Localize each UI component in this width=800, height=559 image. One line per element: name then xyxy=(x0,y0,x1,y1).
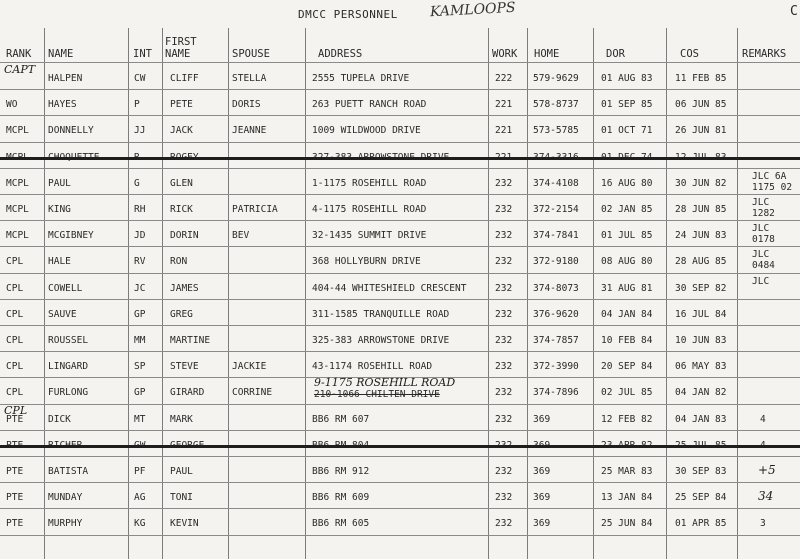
header-int: INT xyxy=(133,48,152,60)
column-divider xyxy=(162,28,163,559)
cell-address: 1009 WILDWOOD DRIVE xyxy=(312,125,421,137)
column-divider xyxy=(527,28,528,559)
cell-dor: 10 FEB 84 xyxy=(601,335,653,346)
cell-work: 232 xyxy=(495,413,513,425)
cell-first: TONI xyxy=(170,492,193,504)
cell-name: FURLONG xyxy=(48,387,89,399)
cell-home: 374-7857 xyxy=(533,335,579,346)
cell-first: KEVIN xyxy=(170,518,199,530)
header-first-name-line1: FIRST xyxy=(165,36,197,48)
cell-dor: 01 SEP 85 xyxy=(601,99,653,111)
cell-home: 372-9180 xyxy=(533,256,579,268)
cell-name: DONNELLY xyxy=(48,125,94,137)
cell-address: 404-44 WHITESHIELD CRESCENT xyxy=(312,282,467,294)
cell-address: 4-1175 ROSEHILL ROAD xyxy=(312,204,427,215)
handwritten-rank: CAPT xyxy=(4,63,36,76)
cell-cos: 25 SEP 84 xyxy=(675,492,727,504)
header-cos: COS xyxy=(680,48,699,60)
header-remarks: REMARKS xyxy=(742,48,787,60)
cell-rank: CPL xyxy=(6,308,24,320)
column-divider xyxy=(666,28,667,559)
row-divider xyxy=(0,535,800,536)
cell-rank: CPL xyxy=(6,361,24,373)
row-divider xyxy=(0,325,800,326)
cell-first: PETE xyxy=(170,99,193,111)
strike-through-line xyxy=(0,157,800,160)
cell-int: P xyxy=(134,99,140,111)
cell-cos: 04 JAN 83 xyxy=(675,413,727,425)
cell-first: STEVE xyxy=(170,361,199,373)
cell-first: GIRARD xyxy=(170,387,205,399)
cell-spouse: JACKIE xyxy=(232,361,267,373)
cell-remarks-line2: 0484 xyxy=(752,260,775,272)
cell-dor: 25 MAR 83 xyxy=(601,466,653,477)
cell-name: COWELL xyxy=(48,282,83,294)
row-divider xyxy=(0,430,800,431)
cell-spouse: CORRINE xyxy=(232,387,273,399)
row-divider xyxy=(0,220,800,221)
cell-home: 369 xyxy=(533,413,551,425)
cell-first: JACK xyxy=(170,125,193,137)
cell-home: 573-5785 xyxy=(533,125,579,137)
cell-first: GREG xyxy=(170,308,193,320)
cell-first: MARK xyxy=(170,413,193,425)
cell-name: PAUL xyxy=(48,177,71,189)
corner-mark: C xyxy=(790,4,798,19)
cell-remarks: 3 xyxy=(760,518,766,530)
cell-work: 221 xyxy=(495,125,513,137)
cell-int: G xyxy=(134,177,140,189)
row-divider xyxy=(0,273,800,274)
cell-dor: 08 AUG 80 xyxy=(601,256,653,268)
cell-work: 232 xyxy=(495,282,513,294)
cell-int: PF xyxy=(134,466,146,477)
cell-name: BATISTA xyxy=(48,466,89,477)
cell-rank: CPL xyxy=(6,335,24,346)
handwritten-annotation: KAMLOOPS xyxy=(429,0,516,21)
cell-home: 369 xyxy=(533,492,551,504)
column-divider xyxy=(305,28,306,559)
cell-cos: 30 SEP 83 xyxy=(675,466,727,477)
cell-rank: CPL xyxy=(6,256,24,268)
cell-work: 232 xyxy=(495,518,513,530)
cell-rank: MCPL xyxy=(6,230,29,242)
cell-home: 369 xyxy=(533,466,551,477)
cell-work: 232 xyxy=(495,387,513,399)
cell-int: JJ xyxy=(134,125,146,137)
cell-address: BB6 RM 607 xyxy=(312,413,370,425)
handwritten-remark: +5 xyxy=(758,463,776,477)
cell-home: 578-8737 xyxy=(533,99,579,111)
cell-cos: 01 APR 85 xyxy=(675,518,727,530)
cell-home: 374-7841 xyxy=(533,230,579,242)
cell-first: RON xyxy=(170,256,188,268)
row-divider xyxy=(0,482,800,483)
handwritten-remark: 34 xyxy=(758,489,774,504)
cell-address: BB6 RM 605 xyxy=(312,518,370,530)
cell-dor: 02 JAN 85 xyxy=(601,204,653,215)
cell-name: SAUVE xyxy=(48,308,77,320)
cell-rank: CPL xyxy=(6,282,24,294)
column-divider xyxy=(593,28,594,559)
cell-rank: MCPL xyxy=(6,204,29,215)
row-divider xyxy=(0,351,800,352)
row-divider xyxy=(0,404,800,405)
cell-dor: 01 AUG 83 xyxy=(601,73,653,84)
cell-rank: WO xyxy=(6,99,18,111)
cell-cos: 06 JUN 85 xyxy=(675,99,727,111)
strike-through-line xyxy=(0,445,800,448)
cell-spouse: PATRICIA xyxy=(232,204,278,215)
cell-dor: 01 OCT 71 xyxy=(601,125,653,137)
header-work: WORK xyxy=(492,48,518,60)
cell-dor: 13 JAN 84 xyxy=(601,492,653,504)
cell-home: 579-9629 xyxy=(533,73,579,84)
cell-int: GP xyxy=(134,308,146,320)
cell-remarks-line2: 0178 xyxy=(752,234,775,246)
cell-int: JD xyxy=(134,230,146,242)
cell-dor: 04 JAN 84 xyxy=(601,308,653,320)
cell-address: 1-1175 ROSEHILL ROAD xyxy=(312,177,427,189)
cell-work: 232 xyxy=(495,308,513,320)
cell-dor: 12 FEB 82 xyxy=(601,413,653,425)
cell-address: 43-1174 ROSEHILL ROAD xyxy=(312,361,433,373)
cell-address: 325-383 ARROWSTONE DRIVE xyxy=(312,335,450,346)
cell-int: KG xyxy=(134,518,146,530)
cell-remarks-line2: 1175 02 xyxy=(752,181,793,193)
row-divider xyxy=(0,456,800,457)
cell-cos: 28 JUN 85 xyxy=(675,204,727,215)
handwritten-address: 9-1175 ROSEHILL ROAD xyxy=(314,376,456,390)
cell-name: MURPHY xyxy=(48,518,83,530)
row-divider xyxy=(0,62,800,63)
cell-name: HALPEN xyxy=(48,73,83,84)
cell-rank: MCPL xyxy=(6,177,29,189)
cell-rank: PTE xyxy=(6,518,24,530)
cell-remarks: JLC xyxy=(752,197,770,208)
cell-address: 311-1585 TRANQUILLE ROAD xyxy=(312,308,450,320)
column-divider xyxy=(228,28,229,559)
row-divider xyxy=(0,168,800,169)
header-spouse: SPOUSE xyxy=(232,48,270,60)
cell-int: AG xyxy=(134,492,146,504)
cell-address: BB6 RM 912 xyxy=(312,466,370,477)
column-divider xyxy=(737,28,738,559)
cell-remarks: 4 xyxy=(760,413,766,425)
header-first-name-line2: NAME xyxy=(165,48,191,60)
cell-first: JAMES xyxy=(170,282,199,294)
cell-name: MCGIBNEY xyxy=(48,230,94,242)
column-divider xyxy=(488,28,489,559)
cell-dor: 20 SEP 84 xyxy=(601,361,653,373)
cell-int: JC xyxy=(134,282,146,294)
cell-name: MUNDAY xyxy=(48,492,83,504)
cell-int: SP xyxy=(134,361,146,373)
cell-work: 232 xyxy=(495,204,513,215)
cell-spouse: BEV xyxy=(232,230,250,242)
header-rank: RANK xyxy=(6,48,32,60)
cell-int: RV xyxy=(134,256,146,268)
cell-dor: 25 JUN 84 xyxy=(601,518,653,530)
cell-work: 232 xyxy=(495,335,513,346)
cell-work: 232 xyxy=(495,177,513,189)
cell-cos: 28 AUG 85 xyxy=(675,256,727,268)
cell-remarks: JLC xyxy=(752,249,770,261)
cell-remarks: JLC 6A xyxy=(752,170,787,182)
column-divider xyxy=(128,28,129,559)
cell-name: DICK xyxy=(48,413,71,425)
cell-cos: 04 JAN 82 xyxy=(675,387,727,399)
cell-name: HAYES xyxy=(48,99,77,111)
handwritten-rank: CPL xyxy=(4,403,28,417)
header-name: NAME xyxy=(48,48,74,60)
cell-int: MM xyxy=(134,335,146,346)
cell-remarks: JLC xyxy=(752,275,770,287)
cell-first: GLEN xyxy=(170,177,193,189)
cell-cos: 06 MAY 83 xyxy=(675,361,727,373)
cell-spouse: STELLA xyxy=(232,73,267,84)
cell-home: 376-9620 xyxy=(533,308,579,320)
cell-home: 374-4108 xyxy=(533,177,579,189)
cell-name: LINGARD xyxy=(48,361,89,373)
cell-rank: CPL xyxy=(6,387,24,399)
cell-home: 369 xyxy=(533,518,551,530)
cell-remarks-line2: 1282 xyxy=(752,208,775,219)
cell-name: HALE xyxy=(48,256,71,268)
cell-name: KING xyxy=(48,204,71,215)
cell-rank: PTE xyxy=(6,492,24,504)
cell-home: 374-8073 xyxy=(533,282,579,294)
cell-cos: 30 SEP 82 xyxy=(675,282,727,294)
cell-work: 221 xyxy=(495,99,513,111)
cell-dor: 01 JUL 85 xyxy=(601,230,653,242)
cell-first: RICK xyxy=(170,204,193,215)
cell-work: 222 xyxy=(495,73,513,84)
row-divider xyxy=(0,299,800,300)
struck-address: 210-1066 CHILTEN DRIVE xyxy=(314,389,440,401)
cell-rank: MCPL xyxy=(6,125,29,137)
cell-rank: PTE xyxy=(6,466,24,477)
cell-int: MT xyxy=(134,413,146,425)
cell-int: RH xyxy=(134,204,146,215)
row-divider xyxy=(0,246,800,247)
cell-home: 372-3990 xyxy=(533,361,579,373)
cell-name: ROUSSEL xyxy=(48,335,89,346)
cell-cos: 30 JUN 82 xyxy=(675,177,727,189)
cell-address: BB6 RM 609 xyxy=(312,492,370,504)
cell-rank: PTE xyxy=(6,413,24,425)
cell-address: 32-1435 SUMMIT DRIVE xyxy=(312,230,427,242)
header-dor: DOR xyxy=(606,48,625,60)
cell-dor: 02 JUL 85 xyxy=(601,387,653,399)
document-title: DMCC PERSONNEL xyxy=(298,8,398,21)
cell-first: PAUL xyxy=(170,466,193,477)
row-divider xyxy=(0,115,800,116)
cell-cos: 10 JUN 83 xyxy=(675,335,727,346)
cell-work: 232 xyxy=(495,230,513,242)
cell-spouse: JEANNE xyxy=(232,125,267,137)
cell-home: 374-7896 xyxy=(533,387,579,399)
row-divider xyxy=(0,89,800,90)
cell-work: 232 xyxy=(495,466,513,477)
cell-remarks: JLC xyxy=(752,223,770,235)
cell-home: 372-2154 xyxy=(533,204,579,215)
cell-address: 2555 TUPELA DRIVE xyxy=(312,73,410,84)
cell-work: 232 xyxy=(495,492,513,504)
cell-dor: 31 AUG 81 xyxy=(601,282,653,294)
cell-cos: 24 JUN 83 xyxy=(675,230,727,242)
cell-first: MARTINE xyxy=(170,335,211,346)
header-address: ADDRESS xyxy=(318,48,363,60)
row-divider xyxy=(0,508,800,509)
cell-address: 263 PUETT RANCH ROAD xyxy=(312,99,427,111)
cell-spouse: DORIS xyxy=(232,99,261,111)
cell-cos: 11 FEB 85 xyxy=(675,73,727,84)
cell-address: 368 HOLLYBURN DRIVE xyxy=(312,256,421,268)
row-divider xyxy=(0,142,800,143)
cell-dor: 16 AUG 80 xyxy=(601,177,653,189)
cell-cos: 16 JUL 84 xyxy=(675,308,727,320)
cell-cos: 26 JUN 81 xyxy=(675,125,727,137)
cell-int: CW xyxy=(134,73,146,84)
column-divider xyxy=(44,28,45,559)
header-home: HOME xyxy=(534,48,560,60)
cell-int: GP xyxy=(134,387,146,399)
cell-first: CLIFF xyxy=(170,73,199,84)
cell-first: DORIN xyxy=(170,230,199,242)
row-divider xyxy=(0,194,800,195)
cell-work: 232 xyxy=(495,256,513,268)
cell-work: 232 xyxy=(495,361,513,373)
